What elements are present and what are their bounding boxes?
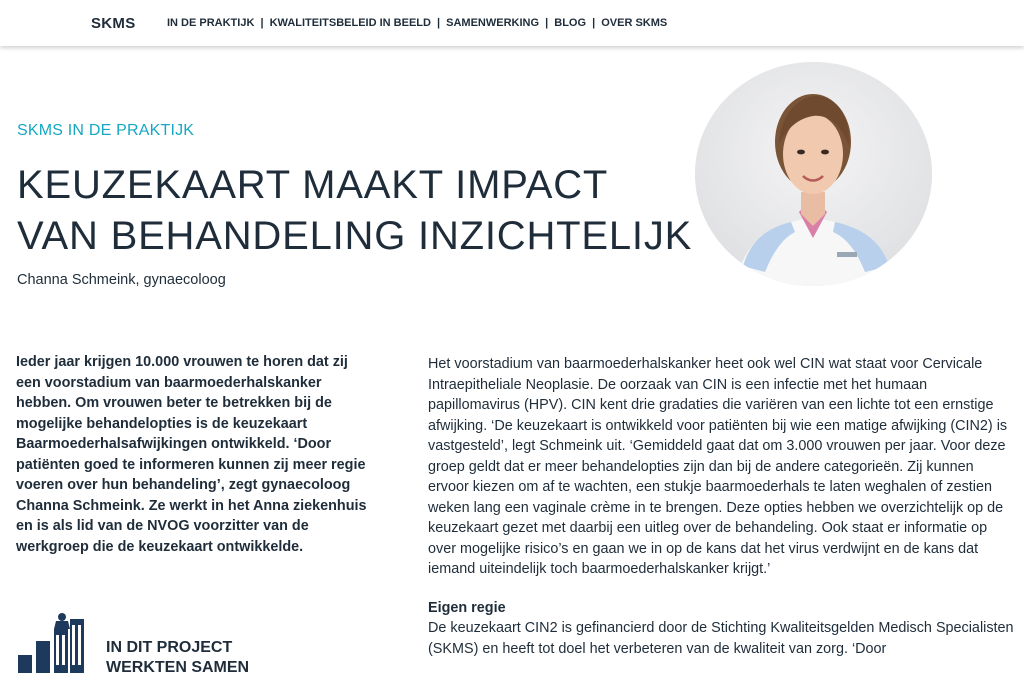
page-title-line-1: KEUZEKAART MAAKT IMPACT <box>17 163 609 207</box>
main-nav <box>167 17 667 29</box>
project-heading-line-1: IN DIT PROJECT <box>106 639 233 656</box>
nav-separator: | <box>592 17 596 29</box>
portrait-illustration <box>695 62 932 286</box>
nav-item-blog[interactable]: BLOG <box>554 17 587 29</box>
nav-separator: | <box>437 17 441 29</box>
article-paragraph: De keuzekaart CIN2 is gefinancierd door de Stichting Kwaliteitsgelden Medisch Specialisten (SKMS) en heeft tot doel het verbeteren van de kwaliteit van zorg. ‘Door <box>428 620 1014 657</box>
author-byline: Channa Schmeink, gynaecoloog <box>17 272 226 288</box>
people-collaboration-icon <box>18 611 86 673</box>
nav-item-in-de-praktijk[interactable]: IN DE PRAKTIJK <box>167 17 255 29</box>
project-collaborators-heading <box>106 638 249 678</box>
page-title-line-2: VAN BEHANDELING INZICHTELIJK <box>17 214 693 258</box>
project-heading-line-2: WERKTEN SAMEN <box>106 659 250 676</box>
page-title <box>17 160 692 262</box>
nav-item-samenwerking[interactable]: SAMENWERKING <box>446 17 540 29</box>
nav-separator: | <box>545 17 549 29</box>
nav-item-kwaliteitsbeleid[interactable]: KWALITEITSBELEID IN BEELD <box>269 17 431 29</box>
article-subheading: Eigen regie <box>428 599 506 616</box>
nav-separator: | <box>260 17 264 29</box>
site-header <box>0 0 1024 46</box>
section-kicker: SKMS IN DE PRAKTIJK <box>17 122 195 139</box>
intro-lead: Ieder jaar krijgen 10.000 vrouwen te horen dat zij een voorstadium van baarmoederhalskanker hebben. Om vrouwen beter te betrekken bij de mogelijke behandelopties is de keuzekaart Baarmoederhalsafwijkingen ontwikkeld. ‘Door patiënten goed te informeren kunnen zij meer regie voeren over hun behandeling’, zegt gynaecoloog Channa Schmeink. Ze werkt in het Anna ziekenhuis en is als lid van de NVOG voorzitter van de werkgroep die de keuzekaart ontwikkelde. <box>16 354 367 555</box>
brand-logo-link[interactable]: SKMS <box>91 15 136 32</box>
article-paragraph: Het voorstadium van baarmoederhalskanker heet ook wel CIN wat staat voor Cervicale Intraepitheliale Neoplasie. De oorzaak van CIN is een infectie met het humaan papillomavirus (HPV). CIN kent drie gradaties die variëren van een lichte tot een ernstige afwijking. ‘De keuzekaart is ontwikkeld voor patiënten bij wie een matige afwijking (CIN2) is vastgesteld’, legt Schmeink uit. ‘Gemiddeld gaat dat om 3.000 vrouwen per jaar. Voor deze groep geldt dat er meer behandelopties zijn dan bij de andere categorieën. Zij kunnen ervoor kiezen om af te wachten, een stukje baarmoederhals te laten weghalen of zestien weken lang een vaginale crème in te brengen. Deze opties hebben we overzichtelijk op de keuzekaart gezet met daarbij een uitleg over de behandeling. Ook staat er informatie op over mogelijke risico’s en gaan we in op de kans dat het virus verdwijnt en de kans dat iemand uiteindelijk toch baarmoederhalskanker krijgt.’ <box>428 356 1008 577</box>
nav-item-over-skms[interactable]: OVER SKMS <box>601 17 668 29</box>
author-portrait <box>695 62 932 286</box>
article-body <box>428 354 1014 659</box>
